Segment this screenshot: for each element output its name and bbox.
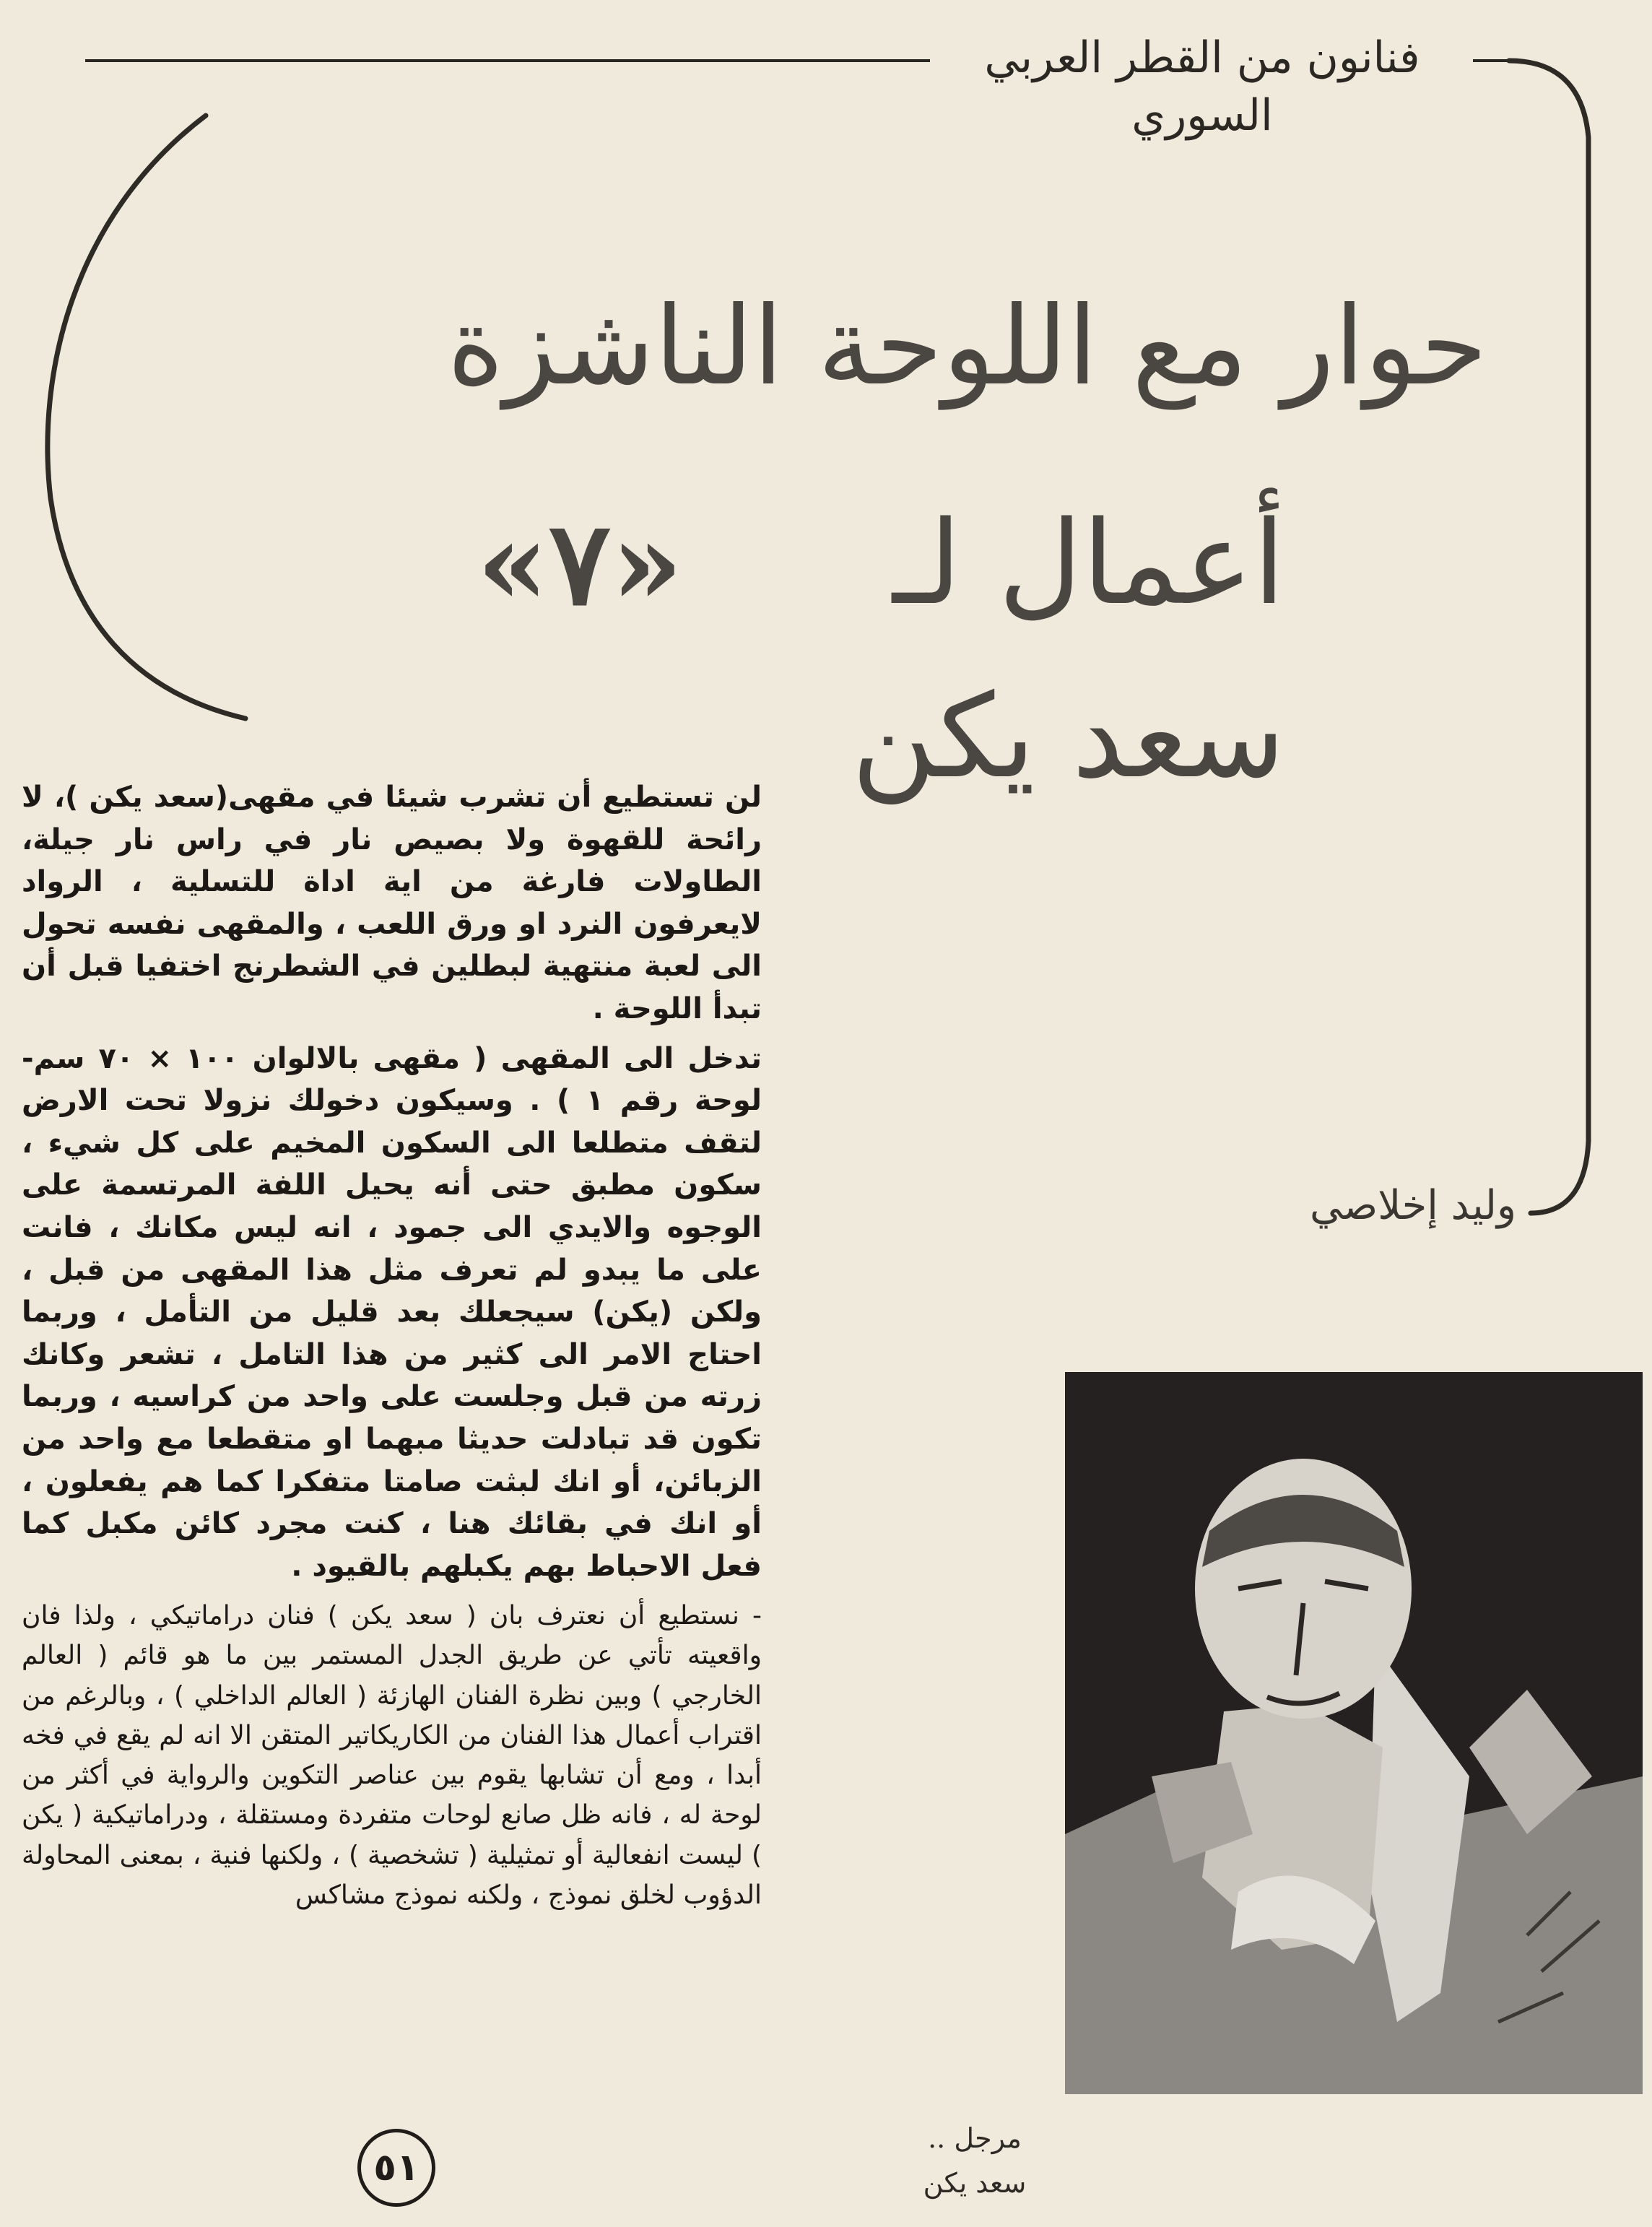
body-paragraph: لن تستطيع أن تشرب شيئا في مقهى(سعد يكن )، لا رائحة للقهوة ولا بصيص نار في راس نار جيلة، الطاولات فارغة من اية اداة للتسلية ، الرواد لايعرفون النرد او ورق اللعب ، والمقهى نفسه تحول الى لعبة منتهية لبطلين في الشطرنج اختفيا قبل أن تبدأ اللوحة . [22,781,762,1025]
artwork-image [1065,1372,1643,2094]
subtitle-text: أعمال لـ سعد يكن [851,495,1285,804]
article-title: حوار مع اللوحة الناشزة [447,284,1487,409]
frame-left-arc [48,116,245,719]
artwork-caption [895,2116,1054,2210]
body-paragraph: تدخل الى المقهى ( مقهى بالالوان ١٠٠ × ٧٠ سم- لوحة رقم ١ ) . وسيكون دخولك نزولا تحت الارض لتقف متطلعا الى السكون المخيم على كل شيء ، سكون مطبق حتى أنه يحيل اللفة المرتسمة على الوجوه والايدي الى جمود ، انه ليس مكانك ، فانت على ما يبدو لم تعرف مثل هذا المقهى من قبل ، ولكن (يكن) سيجعلك بعد قليل من التأمل ، وربما احتاج الامر الى كثير من هذا التامل ، تشعر وكانك زرته من قبل وجلست على واحد من كراسيه ، وربما تكون قد تبادلت حديثا مبهما او متقطعا مع واحد من الزبائن، أو انك لبثت صامتا متفكرا كما هم يفعلون ، أو انك في بقائك هنا ، كنت مجرد كائن مكبل كما فعل الاحباط بهم يكبلهم بالقيود . [22,1041,762,1583]
article-subtitle [477,477,1285,804]
caption-title: مرجل .. [928,2122,1022,2154]
running-header: فنانون من القطر العربي السوري [984,32,1420,141]
author-name: وليد إخلاصي [1309,1182,1516,1229]
body-paragraph: - نستطيع أن نعترف بان ( سعد يكن ) فنان دراماتيكي ، ولذا فان واقعيته تأتي عن طريق الجدل المستمر بين ما هو قائم ( العالم الخارجي ) وبين نظرة الفنان الهازئة ( العالم الداخلي ) ، وبالرغم من اقتراب أعمال هذا الفنان من الكاريكاتير المتقن الا انه لم يقع في فخه أبدا ، ومع أن تشابها يقوم بين عناصر التكوين والرواية في أكثر من لوحة له ، فانه ظل صانع لوحات متفردة ومستقلة ، ودراماتيكية ( يكن ) ليست انفعالية أو تمثيلية ( تشخصية ) ، ولكنها فنية ، بمعنى المحاولة الدؤوب لخلق نموذج ، ولكنه نموذج مشاكس [22,1601,762,1910]
page-number: ٥١ [373,2146,419,2189]
frame-right-curve [1509,61,1588,1213]
caption-artist: سعد يكن [923,2167,1027,2199]
series-number: «٧» [477,495,683,631]
article-body [22,776,762,2091]
